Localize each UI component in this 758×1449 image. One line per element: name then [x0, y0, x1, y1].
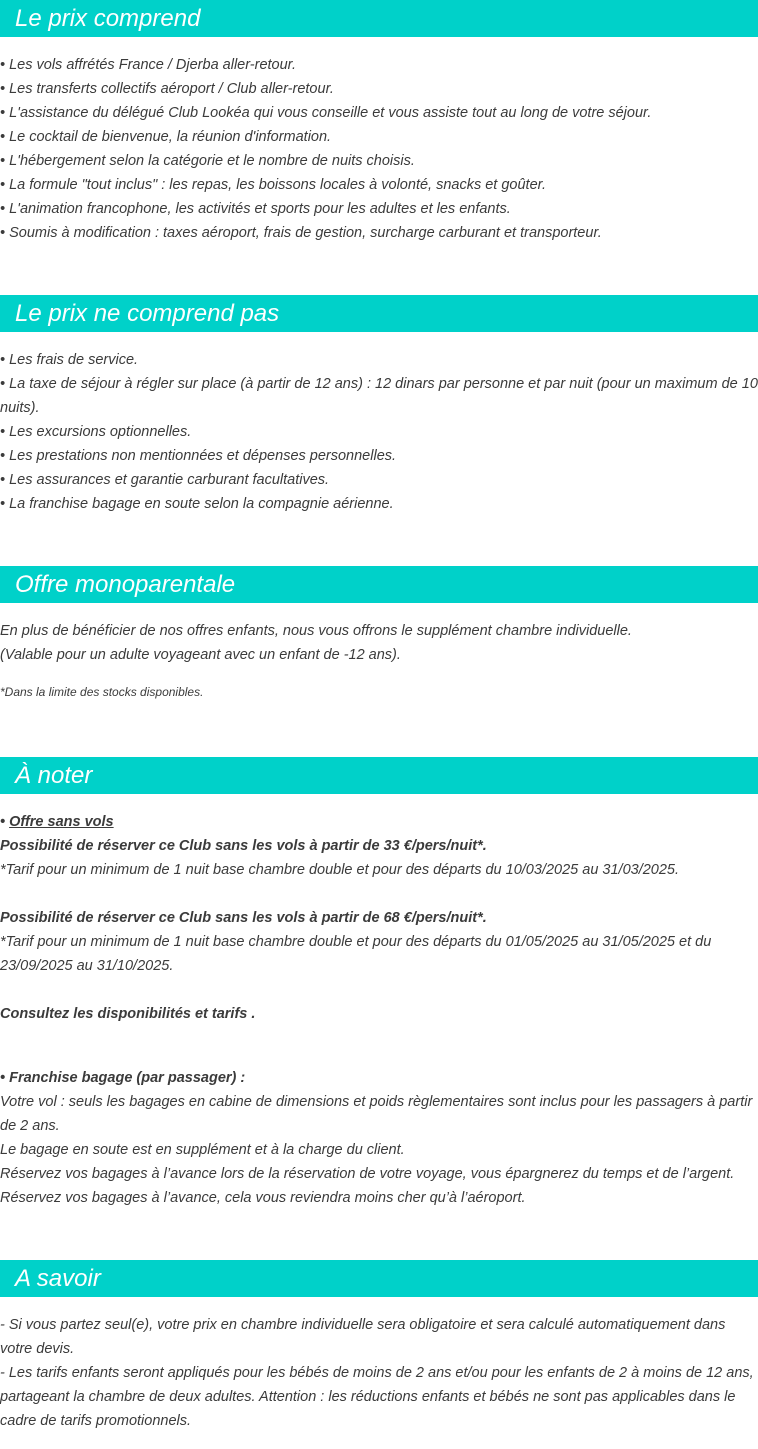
offer-note: *Tarif pour un minimum de 1 nuit base chambre double et pour des départs du 10/03/2025 au 31/03/2025.	[0, 862, 680, 878]
list-item: • L'assistance du délégué Club Lookéa qui vous conseille et vous assiste tout au long de votre séjour.	[0, 105, 652, 121]
section-body	[0, 348, 758, 516]
list-item: • Les frais de service.	[0, 352, 139, 368]
paragraph-line: - Les tarifs enfants seront appliqués pour les bébés de moins de 2 ans et/ou pour les enfants de 2 à moins de 12 ans, partageant la chambre de deux adultes. Attention : les réductions enfants et bébés ne sont pas applicables dans le cadre de tarifs promotionnels.	[0, 1365, 754, 1429]
paragraph-line: Réservez vos bagages à l’avance lors de la réservation de votre voyage, vous épargnerez du temps et de l’argent.	[0, 1166, 735, 1182]
section-prix-ne-comprend-pas	[0, 295, 758, 516]
offre-sans-vols-title: Offre sans vols	[9, 814, 114, 830]
list-item: • L'animation francophone, les activités et sports pour les adultes et les enfants.	[0, 201, 511, 217]
paragraph-line: Votre vol : seuls les bagages en cabine de dimensions et poids règlementaires sont inclus pour les passagers à partir de 2 ans.	[0, 1094, 753, 1134]
spacer	[0, 882, 758, 906]
list-item: • L'hébergement selon la catégorie et le nombre de nuits choisis.	[0, 153, 415, 169]
paragraph-line: Réservez vos bagages à l’avance, cela vous reviendra moins cher qu’à l’aéroport.	[0, 1190, 526, 1206]
section-heading: A savoir	[0, 1260, 758, 1297]
section-heading: Le prix ne comprend pas	[0, 295, 758, 332]
offer-line: Possibilité de réserver ce Club sans les vols à partir de 33 €/pers/nuit*.	[0, 838, 487, 854]
offer-note: *Tarif pour un minimum de 1 nuit base chambre double et pour des départs du 01/05/2025 au 31/05/2025 et du 23/09/2025 au 31/10/2025.	[0, 934, 712, 974]
section-body	[0, 53, 758, 245]
consult-link[interactable]: Consultez les disponibilités et tarifs .	[0, 1006, 256, 1022]
franchise-bagage-title: • Franchise bagage (par passager) :	[0, 1070, 246, 1086]
section-heading: À noter	[0, 757, 758, 794]
offre-sans-vols-heading	[0, 810, 758, 834]
section-heading: Le prix comprend	[0, 0, 758, 37]
section-heading: Offre monoparentale	[0, 566, 758, 603]
section-a-noter	[0, 757, 758, 1210]
list-item: • La franchise bagage en soute selon la compagnie aérienne.	[0, 496, 394, 512]
section-body	[0, 619, 758, 701]
list-item: • Le cocktail de bienvenue, la réunion d'information.	[0, 129, 332, 145]
spacer	[0, 1026, 758, 1066]
list-item: • Les vols affrétés France / Djerba aller-retour.	[0, 57, 297, 73]
paragraph-line: En plus de bénéficier de nos offres enfants, nous vous offrons le supplément chambre individuelle.	[0, 623, 632, 639]
list-item: • Les prestations non mentionnées et dépenses personnelles.	[0, 448, 397, 464]
list-item: • Les assurances et garantie carburant facultatives.	[0, 472, 330, 488]
section-a-savoir	[0, 1260, 758, 1433]
spacer	[0, 978, 758, 1002]
bullet: •	[0, 814, 10, 830]
offer-line: Possibilité de réserver ce Club sans les vols à partir de 68 €/pers/nuit*.	[0, 910, 487, 926]
list-item: • Les excursions optionnelles.	[0, 424, 192, 440]
list-item: • Les transferts collectifs aéroport / Club aller-retour.	[0, 81, 334, 97]
list-item: • La taxe de séjour à régler sur place (à partir de 12 ans) : 12 dinars par personne et par nuit (pour un maximum de 10 nuits).	[0, 376, 758, 416]
paragraph-line: (Valable pour un adulte voyageant avec un enfant de -12 ans).	[0, 647, 401, 663]
section-body	[0, 1313, 758, 1433]
section-offre-monoparentale	[0, 566, 758, 701]
section-prix-comprend	[0, 0, 758, 245]
paragraph-line: Le bagage en soute est en supplément et à la charge du client.	[0, 1142, 405, 1158]
section-body	[0, 810, 758, 1210]
stock-note: *Dans la limite des stocks disponibles.	[0, 685, 204, 699]
list-item: • La formule "tout inclus" : les repas, les boissons locales à volonté, snacks et goûter.	[0, 177, 546, 193]
list-item: • Soumis à modification : taxes aéroport, frais de gestion, surcharge carburant et transporteur.	[0, 225, 602, 241]
paragraph-line: - Si vous partez seul(e), votre prix en chambre individuelle sera obligatoire et sera calculé automatiquement dans votre devis.	[0, 1317, 726, 1357]
